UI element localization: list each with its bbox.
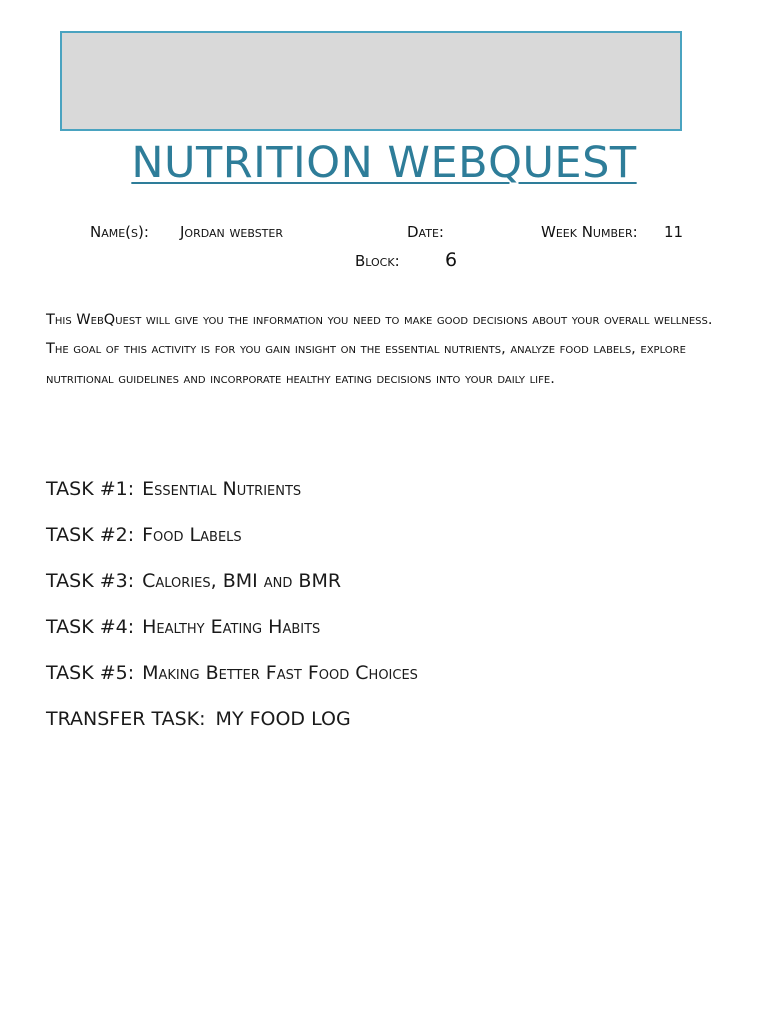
week-number-value[interactable]: 11 [664,223,684,241]
task-row-1 [46,478,726,524]
task-name: Healthy Eating Habits [142,616,321,638]
task-list [46,478,726,754]
task-label: TASK #5: [46,662,135,684]
names-label: Name(s): [90,223,149,241]
intro-paragraph: This WebQuest will give you the information you need to make good decisions about your overall wellness. The goal of this activity is for you gain insight on the essential nutrients, analyze food labels, explore nutritional guidelines and incorporate healthy eating decisions into your daily life. [46,312,713,387]
page-title-text: NUTRITION WEBQUEST [131,138,637,188]
task-label: TASK #4: [46,616,135,638]
task-name: Food Labels [142,524,242,546]
names-value[interactable]: Jordan webster [180,223,283,241]
task-name: Making Better Fast Food Choices [142,662,418,684]
task-name: Essential Nutrients [142,478,302,500]
task-name: Calories, BMI and BMR [142,570,342,592]
task-row-5 [46,662,726,708]
block-value[interactable]: 6 [445,249,458,271]
task-label: TASK #2: [46,524,135,546]
block-label: Block: [355,252,400,270]
task-row-2 [46,524,726,570]
page-title [0,138,768,188]
week-number-label: Week Number: [541,223,638,241]
transfer-task-name: MY FOOD LOG [215,708,351,730]
task-row-4 [46,616,726,662]
task-label: TASK #3: [46,570,135,592]
header-banner-box [60,31,682,131]
transfer-task-label: TRANSFER TASK: [46,708,206,730]
task-label: TASK #1: [46,478,135,500]
task-row-3 [46,570,726,616]
date-label: Date: [407,223,444,241]
transfer-task-row [46,708,726,754]
